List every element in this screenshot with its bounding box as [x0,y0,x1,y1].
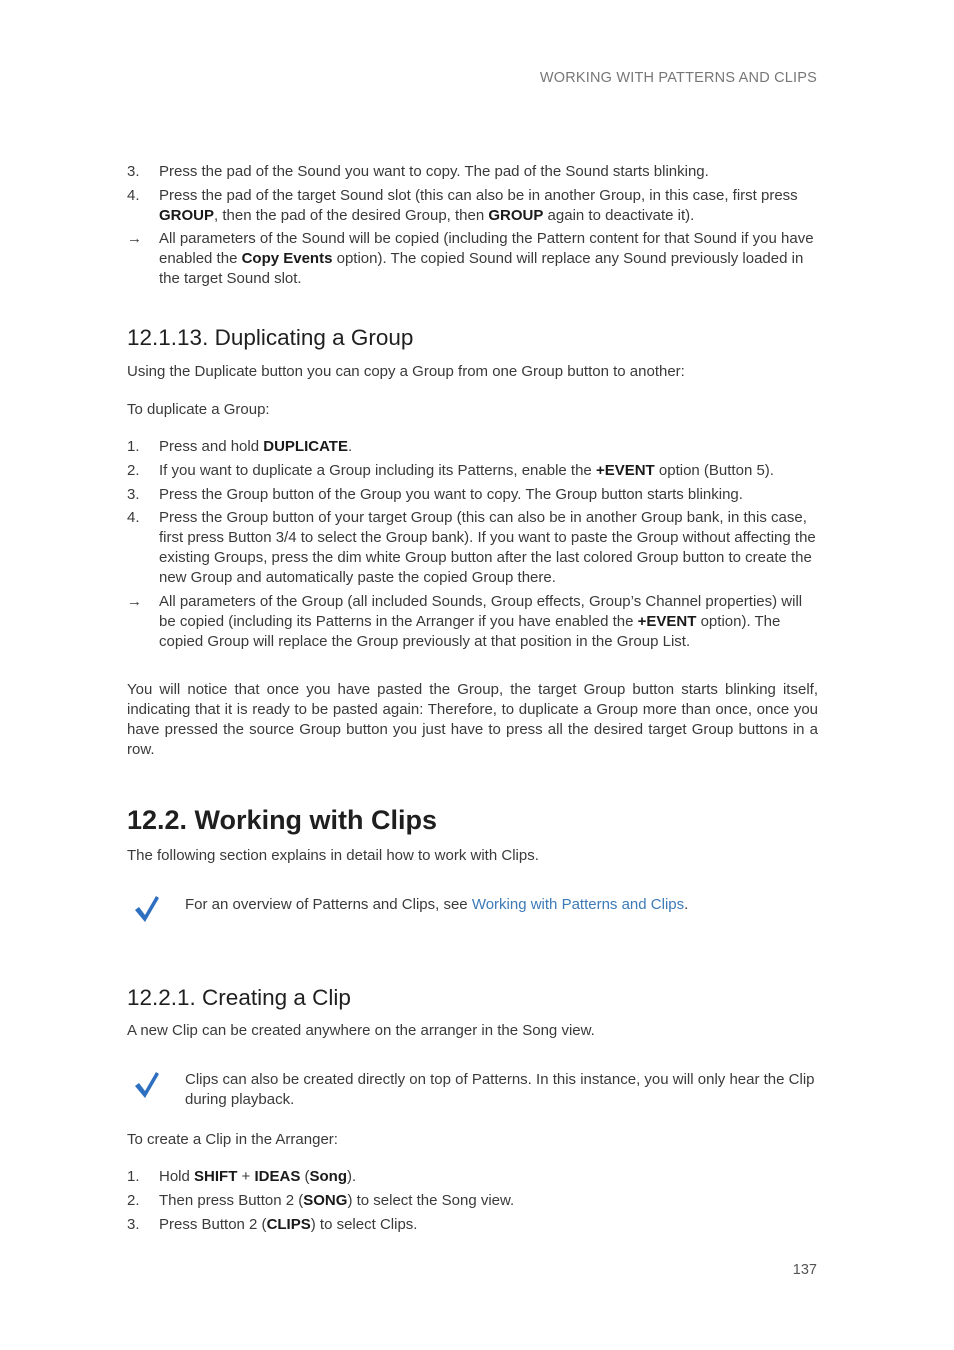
section-heading-duplicating-group: 12.1.13. Duplicating a Group [127,325,414,350]
running-header: WORKING WITH PATTERNS AND CLIPS [539,70,817,86]
list-item-text: Press and hold DUPLICATE. [159,438,353,455]
checkmark-icon [134,895,160,923]
paragraph-intro: Using the Duplicate button you can copy a Group from one Group button to another: [127,363,685,380]
arrow-marker: → [127,230,142,247]
list-item-step-2 [127,461,818,481]
list-item-text: Press the pad of the target Sound slot (this can also be in another Group, in this case, first press GROUP, then the pad of the desired Group, then GROUP again to deactivate it). [159,187,798,224]
paragraph-lead: To duplicate a Group: [127,401,270,418]
list-item-result [127,229,818,289]
list-item-step-3 [127,1215,818,1235]
paragraph-intro: The following section explains in detail how to work with Clips. [127,847,539,864]
list-marker: 2. [127,462,140,479]
list-marker: 3. [127,486,140,503]
list-item-text: Hold SHIFT + IDEAS (Song). [159,1168,357,1185]
list-marker: 1. [127,438,140,455]
list-marker: 3. [127,1216,140,1233]
list-item-step-4 [127,186,818,226]
list-item-step-1 [127,437,818,457]
list-item-text: Press the pad of the Sound you want to copy. The pad of the Sound starts blinking. [159,163,709,180]
list-marker: 2. [127,1192,140,1209]
link-working-with-patterns-and-clips[interactable]: Working with Patterns and Clips [471,896,685,913]
note-overview: For an overview of Patterns and Clips, see Working with Patterns and Clips. [185,896,689,913]
list-item-step-3 [127,485,818,505]
list-item-step-3 [127,162,818,182]
page-number: 137 [792,1262,817,1278]
paragraph-notice: You will notice that once you have pasted the Group, the target Group button starts blinking itself, indicating that it is ready to be pasted again: Therefore, to duplicate a Group more than once, once you have pressed the source Group button you just have to press all the desired target Group buttons in a row. [127,681,818,758]
list-item-step-1 [127,1167,818,1187]
list-marker: 4. [127,187,140,204]
list-item-text: Then press Button 2 (SONG) to select the Song view. [159,1192,515,1209]
list-item-text: All parameters of the Sound will be copied (including the Pattern content for that Sound if you have enabled the Copy Events option). The copied Sound will replace any Sound previously loaded in the target Sound slot. [159,230,814,287]
list-marker: 1. [127,1168,140,1185]
list-item-text: All parameters of the Group (all included Sounds, Group effects, Group’s Channel properties) will be copied (including its Patterns in the Arranger if you have enabled the +EVENT option). The copied Group will replace the Group previously at that position in the Group List. [159,593,803,650]
list-item-text: Press the Group button of your target Group (this can also be in another Group bank, in this case, first press Button 3/4 to select the Group bank). If you want to paste the Group without affecting the existing Groups, press the dim white Group button after the last colored Group button to create the new Group and automatically paste the copied Group there. [159,509,816,586]
note-clips-on-patterns: Clips can also be created directly on top of Patterns. In this instance, you will only hear the Clip during playback. [185,1071,815,1108]
chapter-heading-working-with-clips: 12.2. Working with Clips [127,805,438,835]
paragraph-intro: A new Clip can be created anywhere on the arranger in the Song view. [127,1022,595,1039]
list-item-text: Press the Group button of the Group you want to copy. The Group button starts blinking. [159,486,743,503]
checkmark-icon [134,1071,160,1099]
list-item-text: If you want to duplicate a Group including its Patterns, enable the +EVENT option (Button 5). [159,462,774,479]
list-marker: 3. [127,163,140,180]
section-heading-creating-a-clip: 12.2.1. Creating a Clip [127,985,351,1010]
list-item-text: Press Button 2 (CLIPS) to select Clips. [159,1216,418,1233]
list-marker: 4. [127,509,140,526]
paragraph-lead: To create a Clip in the Arranger: [127,1131,338,1148]
list-item-step-4 [127,508,818,588]
list-item-result [127,592,818,652]
arrow-marker: → [127,593,142,610]
list-item-step-2 [127,1191,818,1211]
